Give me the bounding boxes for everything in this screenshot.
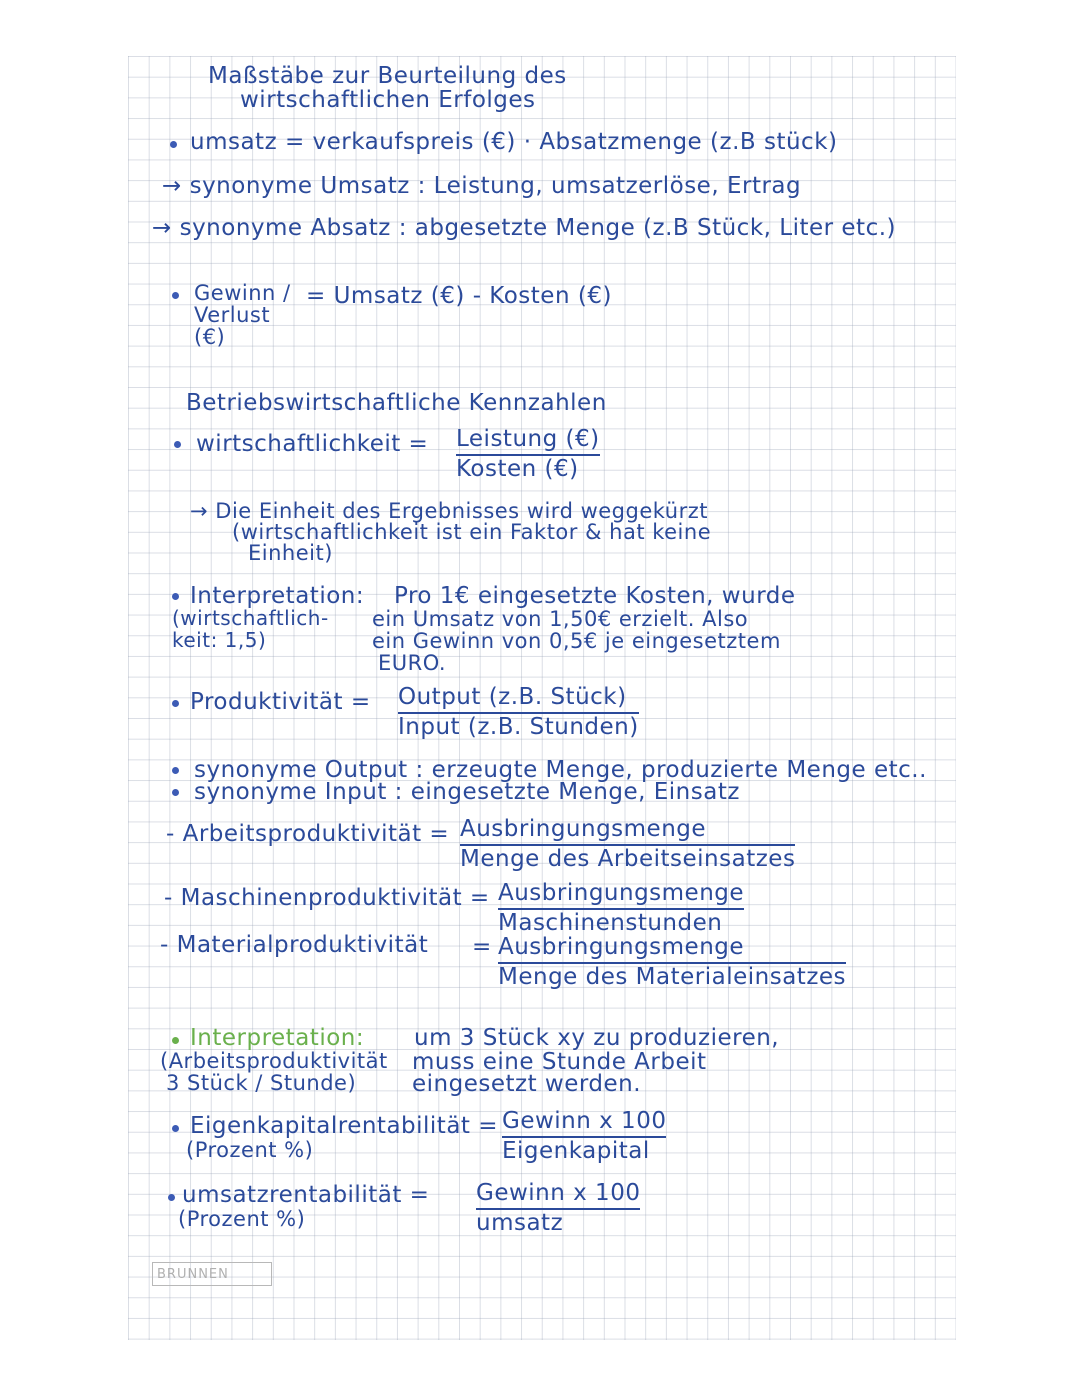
title-line-1: Maßstäbe zur Beurteilung des: [208, 63, 567, 89]
fraction-denominator: umsatz: [476, 1210, 564, 1236]
arbeitsproduktivitaet-fraction: [460, 816, 795, 872]
fraction-denominator: Input (z.B. Stunden): [398, 714, 639, 740]
interpretation-2-context-2: 3 Stück / Stunde): [166, 1071, 357, 1095]
fraction-numerator: Gewinn x 100: [476, 1180, 640, 1210]
fraction-numerator: Ausbringungsmenge: [460, 816, 795, 846]
einheit-line-1: → Die Einheit des Ergebnisses wird weggekürzt: [190, 499, 708, 523]
umsatzrentabilitaet-fraction: [476, 1180, 640, 1236]
kennzahlen-title: Betriebswirtschaftliche Kennzahlen: [186, 390, 607, 416]
interpretation-2-text-2: muss eine Stunde Arbeit: [412, 1049, 707, 1075]
synonyme-absatz: → synonyme Absatz : abgesetzte Menge (z.B Stück, Liter etc.): [152, 215, 896, 241]
brand-logo: BRUNNEN: [152, 1262, 272, 1286]
eigenkapitalrentabilitaet-label: Eigenkapitalrentabilität =: [190, 1113, 499, 1139]
title-line-2: wirtschaftlichen Erfolges: [240, 87, 536, 113]
bullet-dot: [172, 700, 179, 707]
interpretation-2-context-1: (Arbeitsproduktivität: [160, 1049, 388, 1073]
synonyme-output: synonyme Output : erzeugte Menge, produzierte Menge etc..: [194, 757, 927, 783]
synonyme-input: synonyme Input : eingesetzte Menge, Einsatz: [194, 779, 740, 805]
fraction-numerator: Leistung (€): [456, 426, 600, 456]
produktivitaet-fraction: [398, 684, 639, 740]
euro-unit: (€): [194, 325, 226, 349]
interpretation-2-text-1: um 3 Stück xy zu produzieren,: [414, 1025, 780, 1051]
interpretation-2-text-3: eingesetzt werden.: [412, 1071, 642, 1097]
fraction-numerator: Ausbringungsmenge: [498, 934, 846, 964]
umsatzrentabilitaet-label: umsatzrentabilität =: [182, 1182, 430, 1208]
bullet-dot: [172, 767, 179, 774]
arbeitsproduktivitaet-label: - Arbeitsproduktivität =: [166, 821, 450, 847]
einheit-line-2: (wirtschaftlichkeit ist ein Faktor & hat keine: [232, 520, 712, 544]
verlust-label: Verlust: [194, 303, 271, 327]
interpretation-context-2: keit: 1,5): [172, 628, 267, 652]
fraction-denominator: Menge des Materialeinsatzes: [498, 964, 847, 990]
interpretation-text-3: ein Gewinn von 0,5€ je eingesetztem: [372, 629, 781, 653]
fraction-numerator: Ausbringungsmenge: [498, 880, 744, 910]
fraction-denominator: Maschinenstunden: [498, 910, 723, 936]
interpretation-2-label: Interpretation:: [190, 1025, 365, 1051]
materialproduktivitaet-fraction: [498, 934, 846, 990]
maschinenproduktivitaet-label: - Maschinenproduktivität =: [164, 885, 490, 911]
produktivitaet-label: Produktivität =: [190, 689, 371, 715]
interpretation-text-2: ein Umsatz von 1,50€ erzielt. Also: [372, 607, 749, 631]
materialproduktivitaet-label: - Materialproduktivität: [160, 932, 429, 958]
bullet-dot: [172, 1125, 179, 1132]
fraction-denominator: Kosten (€): [456, 456, 579, 482]
gewinn-label: Gewinn /: [194, 281, 291, 305]
gewinn-formula: = Umsatz (€) - Kosten (€): [306, 283, 612, 309]
umsatz-formula: umsatz = verkaufspreis (€) · Absatzmenge (z.B stück): [190, 129, 838, 155]
bullet-dot: [172, 593, 179, 600]
interpretation-context-1: (wirtschaftlich-: [172, 606, 329, 630]
wirtschaftlichkeit-label: wirtschaftlichkeit =: [196, 431, 429, 457]
bullet-dot: [174, 441, 181, 448]
fraction-numerator: Output (z.B. Stück): [398, 684, 639, 714]
interpretation-text-1: Pro 1€ eingesetzte Kosten, wurde: [394, 583, 796, 609]
interpretation-text-4: EURO.: [378, 651, 447, 675]
bullet-dot: [172, 789, 179, 796]
equals-sign: =: [472, 934, 492, 960]
bullet-dot: [168, 1194, 175, 1201]
umsatzrentabilitaet-unit: (Prozent %): [178, 1207, 306, 1231]
bullet-dot: [172, 292, 179, 299]
fraction-denominator: Eigenkapital: [502, 1138, 650, 1164]
bullet-dot: [172, 1037, 179, 1044]
maschinenproduktivitaet-fraction: [498, 880, 744, 936]
interpretation-label: Interpretation:: [190, 583, 365, 609]
synonyme-umsatz: → synonyme Umsatz : Leistung, umsatzerlöse, Ertrag: [162, 173, 802, 199]
fraction-numerator: Gewinn x 100: [502, 1108, 666, 1138]
eigenkapitalrentabilitaet-fraction: [502, 1108, 666, 1164]
fraction-denominator: Menge des Arbeitseinsatzes: [460, 846, 796, 872]
wirtschaftlichkeit-fraction: [456, 426, 600, 482]
einheit-line-3: Einheit): [248, 541, 333, 565]
eigenkapitalrentabilitaet-unit: (Prozent %): [186, 1138, 314, 1162]
bullet-dot: [170, 141, 177, 148]
